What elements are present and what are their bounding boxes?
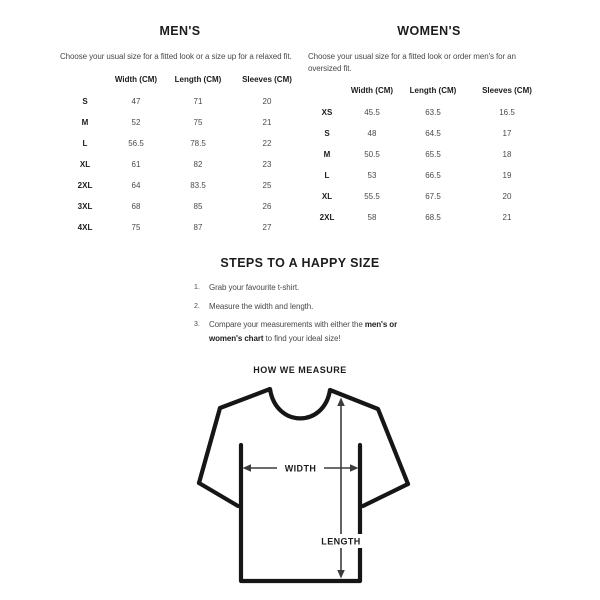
size-label: XL bbox=[79, 159, 91, 169]
size-label: XL bbox=[321, 192, 333, 201]
step-text: Compare your measurements with either the men's or women's chart to find your ideal size! bbox=[209, 320, 398, 343]
size-value: 66.5 bbox=[425, 171, 441, 180]
size-label: 2XL bbox=[319, 213, 335, 222]
column-header: Sleeves (CM) bbox=[482, 86, 532, 95]
tshirt-outline bbox=[199, 389, 408, 581]
length-arrowhead-down bbox=[337, 570, 345, 579]
size-value: 25 bbox=[262, 180, 272, 190]
column-header: Width (CM) bbox=[114, 74, 158, 84]
length-arrowhead-up bbox=[337, 398, 345, 407]
size-value: 19 bbox=[502, 171, 512, 180]
size-value: 87 bbox=[193, 222, 203, 232]
size-value: 56.5 bbox=[128, 138, 144, 148]
step-item bbox=[194, 318, 399, 345]
size-label: XS bbox=[321, 108, 333, 117]
size-value: 18 bbox=[502, 150, 512, 159]
size-value: 68 bbox=[131, 201, 141, 211]
size-value: 50.5 bbox=[364, 150, 380, 159]
size-value: 20 bbox=[262, 96, 272, 106]
size-value: 78.5 bbox=[190, 138, 206, 148]
size-value: 63.5 bbox=[425, 108, 441, 117]
size-value: 47 bbox=[131, 96, 141, 106]
mens-size-table bbox=[60, 68, 300, 238]
mens-size-section bbox=[60, 24, 300, 238]
size-value: 53 bbox=[367, 171, 377, 180]
size-value: 20 bbox=[502, 192, 512, 201]
step-number: 1. bbox=[194, 284, 200, 291]
column-header bbox=[60, 68, 110, 91]
column-header: Length (CM) bbox=[174, 74, 222, 84]
size-value: 17 bbox=[502, 129, 512, 138]
size-value: 48 bbox=[367, 129, 377, 138]
step-number: 3. bbox=[194, 321, 200, 328]
size-value: 64.5 bbox=[425, 129, 441, 138]
steps-title: STEPS TO A HAPPY SIZE bbox=[220, 256, 380, 270]
size-label: 3XL bbox=[77, 201, 93, 211]
size-value: 82 bbox=[193, 159, 203, 169]
tshirt-left-cuff bbox=[199, 483, 238, 506]
size-value: 27 bbox=[262, 222, 272, 232]
step-text: Grab your favourite t-shirt. bbox=[209, 283, 300, 292]
size-value: 21 bbox=[502, 213, 512, 222]
size-value: 68.5 bbox=[425, 213, 441, 222]
mens-description: Choose your usual size for a fitted look or a size up for a relaxed fit. bbox=[60, 52, 292, 61]
size-label: 2XL bbox=[77, 180, 93, 190]
size-value: 58 bbox=[367, 213, 377, 222]
womens-size-section bbox=[308, 24, 550, 228]
size-value: 85 bbox=[193, 201, 203, 211]
measure-title: HOW WE MEASURE bbox=[253, 365, 347, 375]
width-arrowhead-left bbox=[243, 464, 252, 471]
size-value: 22 bbox=[262, 138, 272, 148]
womens-title: WOMEN'S bbox=[397, 24, 461, 38]
mens-title: MEN'S bbox=[159, 24, 201, 38]
step-text: Measure the width and length. bbox=[209, 301, 314, 311]
measure-arrow-lines bbox=[246, 402, 355, 575]
size-label: L bbox=[324, 171, 330, 180]
size-label: L bbox=[82, 138, 88, 148]
size-label: 4XL bbox=[77, 222, 93, 232]
steps-list bbox=[194, 281, 399, 350]
size-value: 75 bbox=[131, 222, 141, 232]
size-value: 65.5 bbox=[425, 150, 441, 159]
column-header bbox=[308, 79, 346, 102]
size-value: 83.5 bbox=[190, 180, 206, 190]
width-label: WIDTH bbox=[284, 463, 317, 474]
step-number: 2. bbox=[194, 302, 200, 310]
size-value: 23 bbox=[262, 159, 272, 169]
size-value: 21 bbox=[262, 117, 272, 127]
size-value: 16.5 bbox=[499, 108, 515, 117]
size-value: 45.5 bbox=[364, 108, 380, 117]
tshirt-measure-diagram bbox=[180, 378, 420, 600]
length-label: LENGTH bbox=[321, 536, 361, 547]
size-value: 75 bbox=[193, 117, 203, 127]
womens-size-table bbox=[308, 79, 550, 228]
size-value: 71 bbox=[193, 96, 203, 106]
size-value: 26 bbox=[262, 201, 272, 211]
size-label: S bbox=[324, 129, 330, 138]
size-value: 55.5 bbox=[364, 192, 380, 201]
column-header: Sleeves (CM) bbox=[242, 74, 292, 84]
size-label: M bbox=[81, 117, 89, 127]
size-value: 64 bbox=[131, 180, 141, 190]
size-value: 61 bbox=[131, 159, 141, 169]
width-arrowhead-right bbox=[350, 464, 359, 471]
column-header: Length (CM) bbox=[409, 86, 457, 95]
size-label: S bbox=[82, 96, 88, 106]
size-label: M bbox=[323, 150, 331, 159]
tshirt-right-cuff bbox=[363, 484, 408, 506]
step-item bbox=[194, 281, 399, 295]
size-value: 67.5 bbox=[425, 192, 441, 201]
size-value: 52 bbox=[131, 117, 141, 127]
column-header: Width (CM) bbox=[350, 86, 394, 95]
womens-description: Choose your usual size for a fitted look or order men's for an oversized fit. bbox=[308, 52, 516, 73]
step-item bbox=[194, 300, 399, 314]
